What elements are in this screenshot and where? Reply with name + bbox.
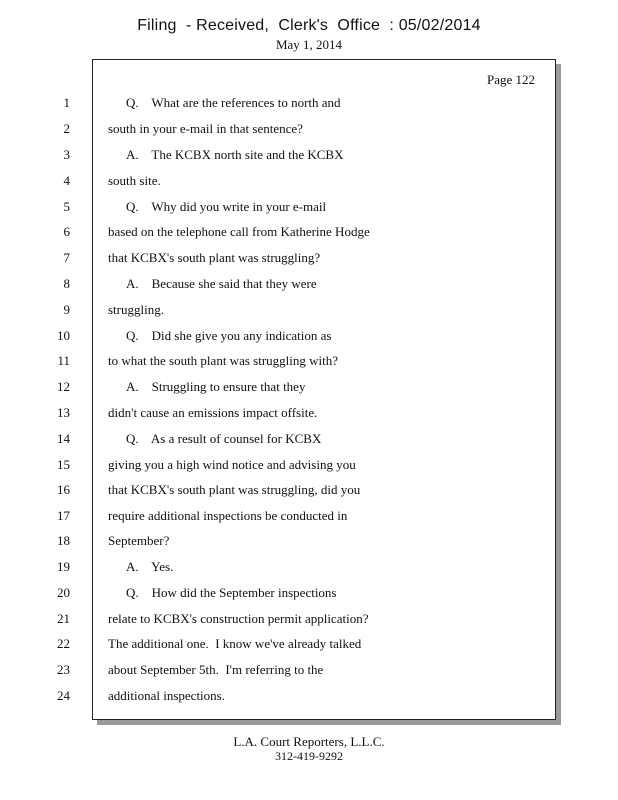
line-text: that KCBX's south plant was struggling, did you: [108, 482, 361, 497]
reporter-company: L.A. Court Reporters, L.L.C.: [233, 734, 385, 749]
line-number: 1: [63, 95, 70, 110]
line-text: relate to KCBX's construction permit application?: [108, 611, 369, 626]
line-number: 3: [63, 147, 70, 162]
line-number: 16: [57, 482, 70, 497]
line-text: struggling.: [108, 302, 164, 317]
line-text: September?: [108, 533, 170, 548]
line-number: 17: [57, 508, 70, 523]
line-text: based on the telephone call from Katherine Hodge: [108, 224, 370, 239]
line-text: south site.: [108, 173, 161, 188]
line-number: 7: [63, 250, 70, 265]
page-number: Page 122: [487, 72, 536, 87]
filing-stamp: Filing - Received, Clerk's Office : 05/02/2014: [137, 17, 481, 34]
line-number: 21: [57, 611, 70, 626]
line-number: 6: [63, 224, 70, 239]
line-text: The additional one. I know we've already talked: [108, 636, 362, 651]
line-text: additional inspections.: [108, 688, 225, 703]
line-text: Q. Why did you write in your e-mail: [126, 199, 327, 214]
line-text: require additional inspections be conducted in: [108, 508, 348, 523]
line-number: 4: [63, 173, 70, 188]
line-number: 24: [57, 688, 70, 703]
line-number: 19: [57, 559, 70, 574]
line-number: 22: [57, 636, 70, 651]
line-text: A. Because she said that they were: [126, 276, 317, 291]
line-number: 9: [63, 302, 70, 317]
line-number: 14: [57, 431, 70, 446]
line-number: 5: [63, 199, 70, 214]
line-number: 20: [57, 585, 70, 600]
line-number: 23: [57, 662, 70, 677]
line-text: Q. What are the references to north and: [126, 95, 341, 110]
transcript-date: May 1, 2014: [275, 37, 343, 52]
line-text: didn't cause an emissions impact offsite.: [108, 405, 318, 420]
line-text: Q. How did the September inspections: [126, 585, 337, 600]
reporter-phone: 312-419-9292: [275, 749, 343, 763]
line-text: giving you a high wind notice and advising you: [108, 457, 356, 472]
line-number: 15: [57, 457, 70, 472]
line-number: 11: [57, 353, 70, 368]
line-text: Q. Did she give you any indication as: [126, 328, 332, 343]
line-text: A. The KCBX north site and the KCBX: [126, 147, 344, 162]
line-number: 2: [63, 121, 70, 136]
line-number: 10: [57, 328, 70, 343]
line-number: 12: [57, 379, 70, 394]
line-number: 8: [63, 276, 70, 291]
line-text: A. Yes.: [126, 559, 174, 574]
line-text: that KCBX's south plant was struggling?: [108, 250, 321, 265]
line-number: 18: [57, 533, 70, 548]
line-text: A. Struggling to ensure that they: [126, 379, 306, 394]
line-text: to what the south plant was struggling with?: [108, 353, 339, 368]
line-text: about September 5th. I'm referring to the: [108, 662, 324, 677]
line-text: south in your e-mail in that sentence?: [108, 121, 303, 136]
line-text: Q. As a result of counsel for KCBX: [126, 431, 322, 446]
line-number: 13: [57, 405, 70, 420]
